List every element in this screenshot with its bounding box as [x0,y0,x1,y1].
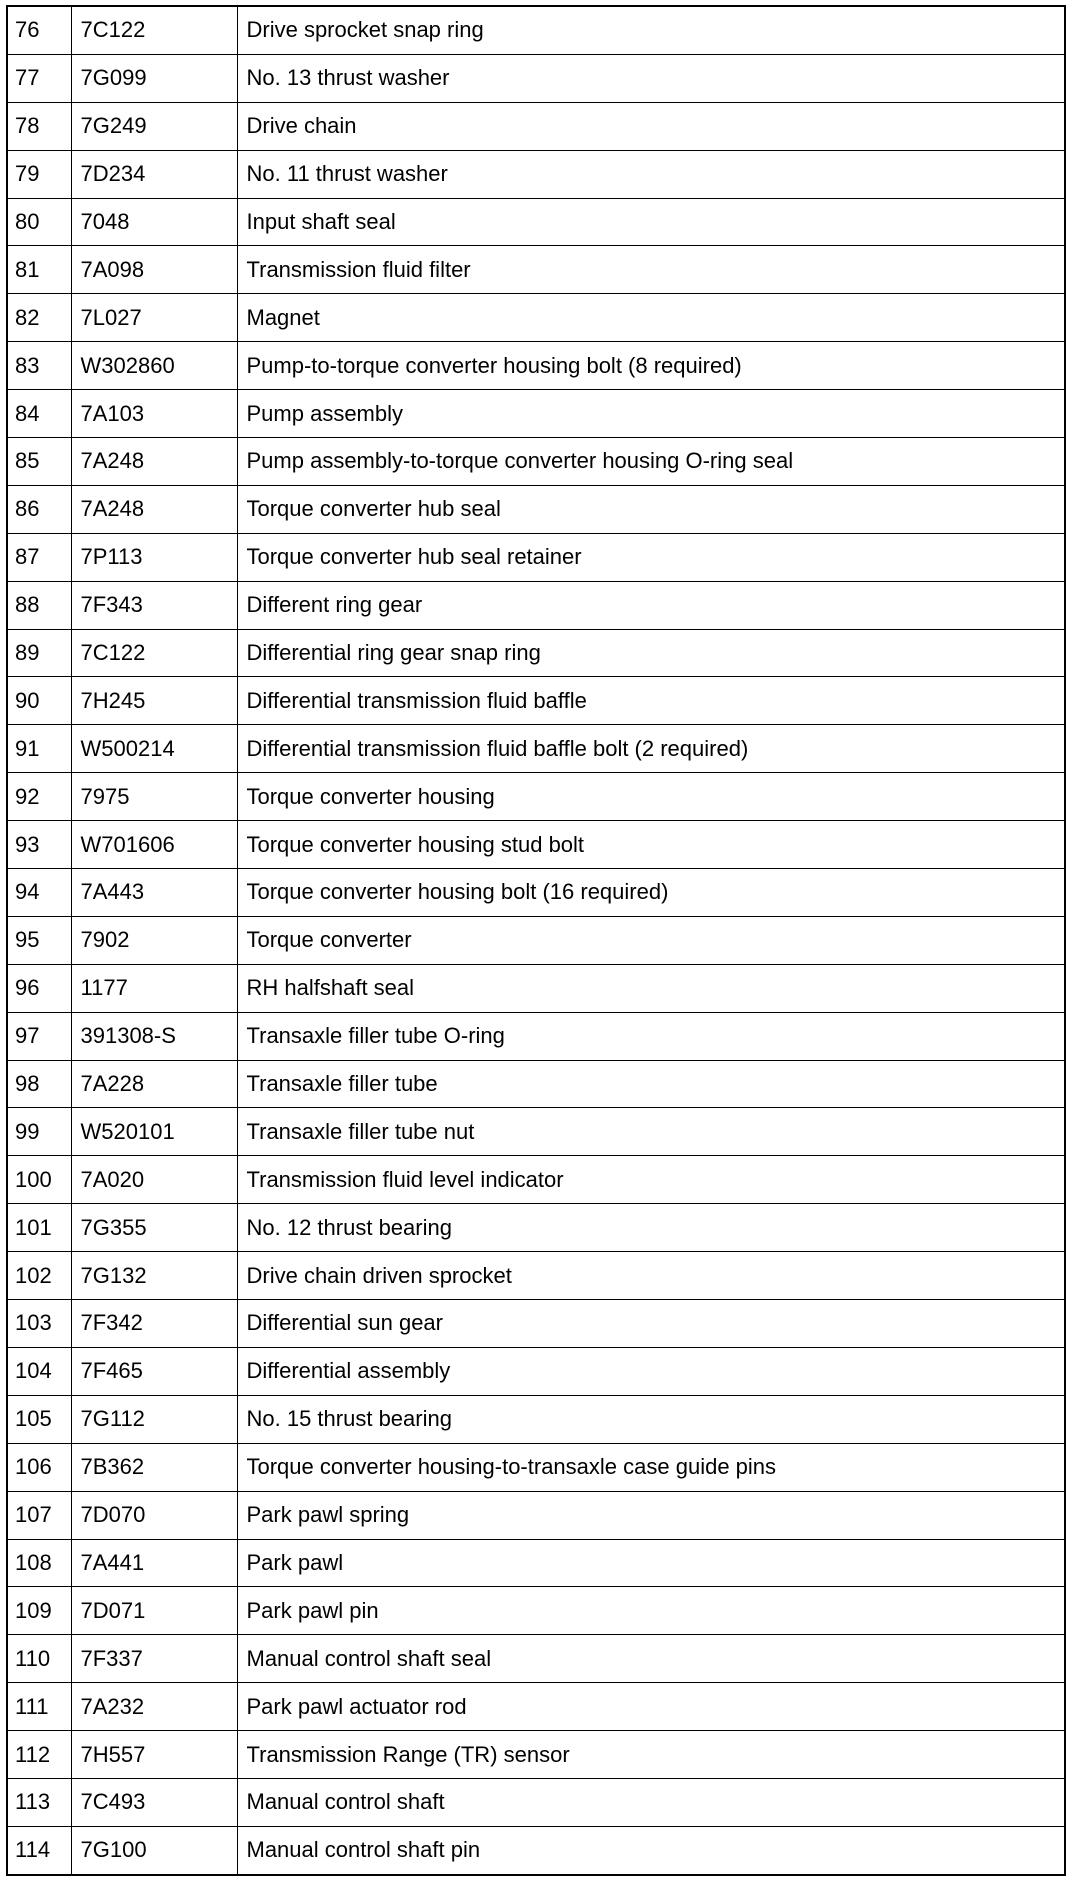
parts-table [6,5,1066,1876]
part-description: Park pawl actuator rod [237,1683,1065,1731]
table-row [7,1443,1065,1491]
part-description: Transaxle filler tube nut [237,1108,1065,1156]
part-number: 7A248 [71,485,237,533]
part-description: Transaxle filler tube [237,1060,1065,1108]
part-description: Manual control shaft seal [237,1635,1065,1683]
part-description: Differential transmission fluid baffle [237,677,1065,725]
part-number: 7P113 [71,533,237,581]
part-description: Differential ring gear snap ring [237,629,1065,677]
part-number: 7048 [71,198,237,246]
part-number: 7G249 [71,102,237,150]
part-description: Different ring gear [237,581,1065,629]
item-number: 89 [7,629,71,677]
part-number: 7A443 [71,869,237,917]
item-number: 100 [7,1156,71,1204]
table-row [7,725,1065,773]
table-row [7,438,1065,486]
item-number: 82 [7,294,71,342]
part-number: 7D070 [71,1491,237,1539]
part-number: 7H245 [71,677,237,725]
item-number: 104 [7,1347,71,1395]
part-description: RH halfshaft seal [237,964,1065,1012]
part-number: 7G100 [71,1826,237,1874]
part-description: Transmission fluid filter [237,246,1065,294]
part-description: Input shaft seal [237,198,1065,246]
item-number: 81 [7,246,71,294]
item-number: 111 [7,1683,71,1731]
part-description: Pump assembly-to-torque converter housing O-ring seal [237,438,1065,486]
part-description: No. 12 thrust bearing [237,1204,1065,1252]
part-description: No. 15 thrust bearing [237,1395,1065,1443]
item-number: 102 [7,1252,71,1300]
part-number: 7A020 [71,1156,237,1204]
table-row [7,964,1065,1012]
part-number: W500214 [71,725,237,773]
table-row [7,342,1065,390]
item-number: 76 [7,6,71,54]
item-number: 113 [7,1778,71,1826]
item-number: 97 [7,1012,71,1060]
item-number: 106 [7,1443,71,1491]
part-number: 7902 [71,916,237,964]
part-number: W520101 [71,1108,237,1156]
parts-table-body [7,6,1065,1875]
part-number: 7C122 [71,629,237,677]
part-description: Manual control shaft pin [237,1826,1065,1874]
table-row [7,390,1065,438]
part-description: Pump-to-torque converter housing bolt (8 required) [237,342,1065,390]
part-number: 7L027 [71,294,237,342]
part-number: 1177 [71,964,237,1012]
item-number: 114 [7,1826,71,1874]
item-number: 79 [7,150,71,198]
item-number: 78 [7,102,71,150]
table-row [7,246,1065,294]
part-description: Park pawl [237,1539,1065,1587]
table-row [7,1108,1065,1156]
part-description: Drive chain [237,102,1065,150]
part-number: 7A248 [71,438,237,486]
part-number: 7A232 [71,1683,237,1731]
table-row [7,1635,1065,1683]
part-number: 7F343 [71,581,237,629]
table-row [7,1300,1065,1348]
part-number: 7C493 [71,1778,237,1826]
part-number: 7975 [71,773,237,821]
item-number: 88 [7,581,71,629]
table-row [7,533,1065,581]
table-row [7,6,1065,54]
table-row [7,1156,1065,1204]
item-number: 94 [7,869,71,917]
item-number: 99 [7,1108,71,1156]
part-description: Torque converter hub seal retainer [237,533,1065,581]
item-number: 92 [7,773,71,821]
table-row [7,1826,1065,1874]
table-row [7,198,1065,246]
table-row [7,1539,1065,1587]
table-row [7,1347,1065,1395]
part-description: Pump assembly [237,390,1065,438]
part-number: 7C122 [71,6,237,54]
table-row [7,677,1065,725]
item-number: 95 [7,916,71,964]
table-row [7,1683,1065,1731]
item-number: 85 [7,438,71,486]
part-description: Drive sprocket snap ring [237,6,1065,54]
item-number: 98 [7,1060,71,1108]
part-number: 7G355 [71,1204,237,1252]
table-row [7,1204,1065,1252]
part-description: Drive chain driven sprocket [237,1252,1065,1300]
table-row [7,1491,1065,1539]
part-number: W302860 [71,342,237,390]
part-description: Differential transmission fluid baffle bolt (2 required) [237,725,1065,773]
item-number: 112 [7,1731,71,1779]
table-row [7,485,1065,533]
item-number: 86 [7,485,71,533]
part-description: Torque converter housing [237,773,1065,821]
item-number: 93 [7,821,71,869]
table-row [7,1731,1065,1779]
item-number: 77 [7,54,71,102]
item-number: 87 [7,533,71,581]
item-number: 84 [7,390,71,438]
table-row [7,102,1065,150]
table-row [7,773,1065,821]
part-number: W701606 [71,821,237,869]
part-number: 7A103 [71,390,237,438]
part-number: 391308-S [71,1012,237,1060]
part-number: 7H557 [71,1731,237,1779]
part-description: Torque converter housing stud bolt [237,821,1065,869]
part-number: 7D071 [71,1587,237,1635]
part-number: 7A228 [71,1060,237,1108]
part-description: Transmission fluid level indicator [237,1156,1065,1204]
table-row [7,629,1065,677]
part-number: 7F342 [71,1300,237,1348]
table-row [7,581,1065,629]
part-description: Differential sun gear [237,1300,1065,1348]
item-number: 105 [7,1395,71,1443]
part-description: Park pawl pin [237,1587,1065,1635]
part-description: Transaxle filler tube O-ring [237,1012,1065,1060]
table-row [7,1778,1065,1826]
item-number: 110 [7,1635,71,1683]
table-row [7,150,1065,198]
item-number: 107 [7,1491,71,1539]
item-number: 83 [7,342,71,390]
part-number: 7G112 [71,1395,237,1443]
item-number: 109 [7,1587,71,1635]
item-number: 103 [7,1300,71,1348]
table-row [7,869,1065,917]
part-description: No. 13 thrust washer [237,54,1065,102]
part-description: Torque converter housing-to-transaxle case guide pins [237,1443,1065,1491]
part-description: Magnet [237,294,1065,342]
table-row [7,1060,1065,1108]
table-row [7,54,1065,102]
part-description: No. 11 thrust washer [237,150,1065,198]
item-number: 101 [7,1204,71,1252]
part-number: 7F337 [71,1635,237,1683]
part-number: 7B362 [71,1443,237,1491]
part-number: 7G132 [71,1252,237,1300]
part-description: Torque converter housing bolt (16 required) [237,869,1065,917]
table-row [7,821,1065,869]
part-number: 7F465 [71,1347,237,1395]
part-description: Differential assembly [237,1347,1065,1395]
item-number: 96 [7,964,71,1012]
part-description: Torque converter [237,916,1065,964]
item-number: 80 [7,198,71,246]
part-description: Manual control shaft [237,1778,1065,1826]
part-number: 7A098 [71,246,237,294]
item-number: 90 [7,677,71,725]
part-number: 7G099 [71,54,237,102]
table-row [7,1252,1065,1300]
part-description: Transmission Range (TR) sensor [237,1731,1065,1779]
item-number: 91 [7,725,71,773]
table-row [7,294,1065,342]
item-number: 108 [7,1539,71,1587]
table-row [7,1012,1065,1060]
part-number: 7A441 [71,1539,237,1587]
part-description: Park pawl spring [237,1491,1065,1539]
part-description: Torque converter hub seal [237,485,1065,533]
part-number: 7D234 [71,150,237,198]
table-row [7,1395,1065,1443]
table-row [7,916,1065,964]
table-row [7,1587,1065,1635]
